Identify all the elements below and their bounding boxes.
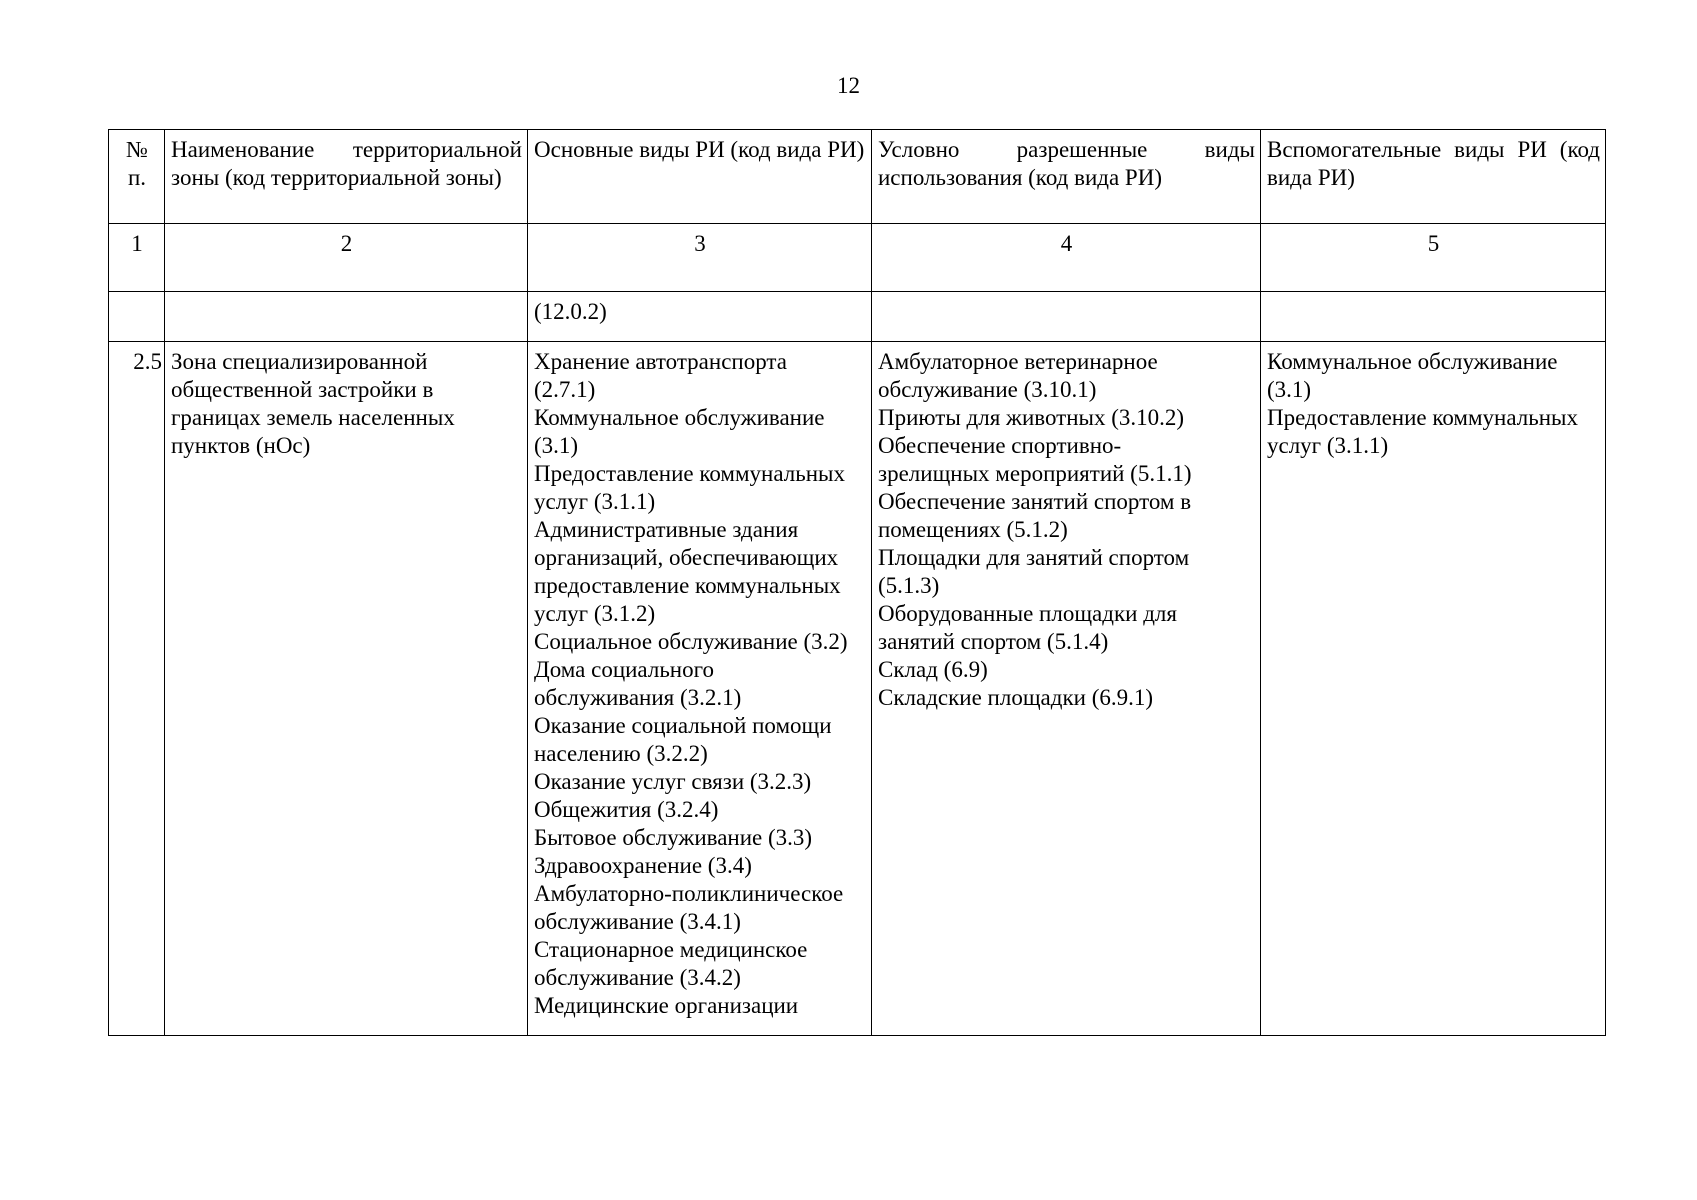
header-auxiliary-uses: Вспомогательные виды РИ (код вида РИ) xyxy=(1261,130,1606,224)
main-use-line: Оказание социальной помощи xyxy=(534,713,832,738)
main-use-line: Дома социального xyxy=(534,657,714,682)
conditional-use-line: Склад (6.9) xyxy=(878,657,988,682)
header-main-uses: Основные виды РИ (код вида РИ) xyxy=(528,130,872,224)
column-number: 3 xyxy=(528,224,872,292)
conditional-use-line: Оборудованные площадки для xyxy=(878,601,1177,626)
conditional-use-line: Приюты для животных (3.10.2) xyxy=(878,405,1185,430)
conditional-uses-cell xyxy=(872,342,1261,1036)
main-use-line: Социальное обслуживание (3.2) xyxy=(534,629,848,654)
main-use-line: предоставление коммунальных xyxy=(534,573,841,598)
column-numbers-row xyxy=(109,224,1606,292)
conditional-use-line: помещениях (5.1.2) xyxy=(878,517,1068,542)
cell-empty xyxy=(109,292,165,342)
main-use-line: обслуживания (3.2.1) xyxy=(534,685,742,710)
column-number: 5 xyxy=(1261,224,1606,292)
main-use-line: Хранение автотранспорта xyxy=(534,349,787,374)
main-use-line: услуг (3.1.1) xyxy=(534,489,656,514)
main-use-line: Амбулаторно-поликлиническое xyxy=(534,881,844,906)
table-row xyxy=(109,342,1606,1036)
main-use-line: услуг (3.1.2) xyxy=(534,601,656,626)
zone-name-line: границах земель населенных xyxy=(171,405,455,430)
conditional-use-line: занятий спортом (5.1.4) xyxy=(878,629,1109,654)
header-conditional-uses: Условно разрешенные виды использования (код вида РИ) xyxy=(872,130,1261,224)
main-uses-cell xyxy=(528,342,872,1036)
conditional-use-line: Складские площадки (6.9.1) xyxy=(878,685,1154,710)
continuation-row xyxy=(109,292,1606,342)
conditional-use-line: зрелищных мероприятий (5.1.1) xyxy=(878,461,1192,486)
main-use-line: Бытовое обслуживание (3.3) xyxy=(534,825,813,850)
main-use-line: населению (3.2.2) xyxy=(534,741,708,766)
conditional-use-line: Площадки для занятий спортом xyxy=(878,545,1190,570)
main-use-line: Предоставление коммунальных xyxy=(534,461,845,486)
main-use-line: обслуживание (3.4.2) xyxy=(534,965,741,990)
column-number: 2 xyxy=(165,224,528,292)
auxiliary-use-line: Коммунальное обслуживание xyxy=(1267,349,1558,374)
conditional-use-line: обслуживание (3.10.1) xyxy=(878,377,1097,402)
auxiliary-uses-cell xyxy=(1261,342,1606,1036)
auxiliary-use-line: услуг (3.1.1) xyxy=(1267,433,1389,458)
zone-name-cell xyxy=(165,342,528,1036)
main-use-line: (3.1) xyxy=(534,433,579,458)
main-use-line: Оказание услуг связи (3.2.3) xyxy=(534,769,812,794)
header-zone-name: Наименование территориальной зоны (код территориальной зоны) xyxy=(165,130,528,224)
conditional-use-line: Обеспечение занятий спортом в xyxy=(878,489,1192,514)
main-use-line: Стационарное медицинское xyxy=(534,937,808,962)
main-use-line: Коммунальное обслуживание xyxy=(534,405,825,430)
zone-name-line: Зона специализированной xyxy=(171,349,428,374)
row-number: 2.5 xyxy=(109,342,165,1036)
column-number: 1 xyxy=(109,224,165,292)
main-use-line: обслуживание (3.4.1) xyxy=(534,909,741,934)
table-header-row xyxy=(109,130,1606,224)
main-use-line: Административные здания xyxy=(534,517,799,542)
main-use-line: (2.7.1) xyxy=(534,377,596,402)
main-use-line: Медицинские организации xyxy=(534,993,799,1018)
continuation-code: (12.0.2) xyxy=(528,292,872,342)
conditional-use-line: (5.1.3) xyxy=(878,573,940,598)
zone-name-line: пунктов (нОс) xyxy=(171,433,311,458)
conditional-use-line: Обеспечение спортивно- xyxy=(878,433,1122,458)
cell-empty xyxy=(872,292,1261,342)
column-number: 4 xyxy=(872,224,1261,292)
main-use-line: организаций, обеспечивающих xyxy=(534,545,839,570)
auxiliary-use-line: (3.1) xyxy=(1267,377,1312,402)
zone-name-line: общественной застройки в xyxy=(171,377,434,402)
main-use-line: Общежития (3.2.4) xyxy=(534,797,719,822)
header-number: № п. xyxy=(109,130,165,224)
zoning-table xyxy=(108,129,1606,1036)
auxiliary-use-line: Предоставление коммунальных xyxy=(1267,405,1578,430)
main-use-line: Здравоохранение (3.4) xyxy=(534,853,752,878)
page-number: 12 xyxy=(837,73,860,98)
cell-empty xyxy=(1261,292,1606,342)
conditional-use-line: Амбулаторное ветеринарное xyxy=(878,349,1158,374)
cell-empty xyxy=(165,292,528,342)
